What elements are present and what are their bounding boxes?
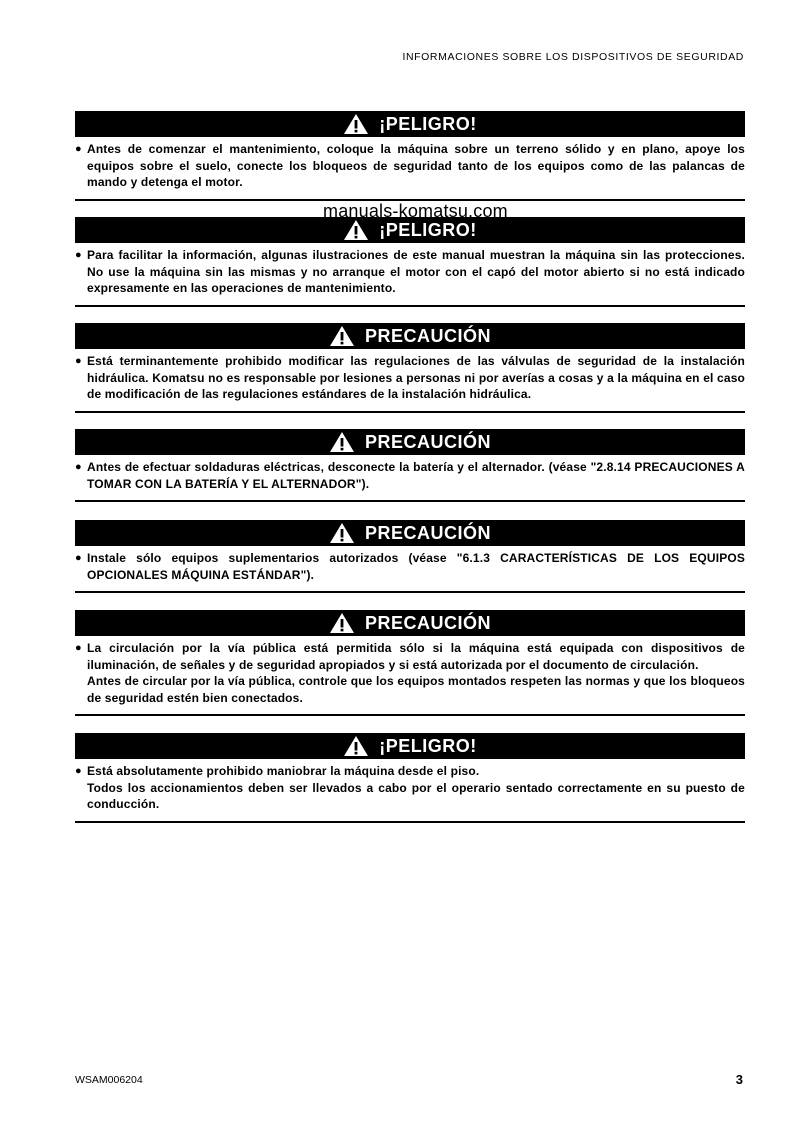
watermark-text: manuals-komatsu.com bbox=[323, 201, 508, 221]
notice-header-bar bbox=[75, 323, 745, 349]
notice-title: PRECAUCIÓN bbox=[364, 612, 491, 633]
document-code: WSAM006204 bbox=[75, 1074, 143, 1086]
bullet-dot-icon: ● bbox=[75, 461, 82, 473]
notice-paragraph bbox=[75, 550, 745, 583]
page-number: 3 bbox=[735, 1072, 743, 1087]
notice-title: PRECAUCIÓN bbox=[364, 431, 491, 452]
notice-text: Instale sólo equipos suplementarios autorizados (véase "6.1.3 CARACTERÍSTICAS DE LOS EQUIPOS OPCIONALES MÁQUINA ESTÁNDAR"). bbox=[87, 551, 745, 582]
notice-paragraph bbox=[75, 141, 745, 191]
notice-title: PRECAUCIÓN bbox=[364, 325, 491, 346]
notice-header-bar bbox=[75, 610, 745, 636]
warning-triangle-icon bbox=[329, 431, 355, 453]
notice-paragraph-continued: Todos los accionamientos deben ser llevados a cabo por el operario sentado correctamente en su puesto de conducción. bbox=[87, 780, 745, 811]
notice-title: ¡PELIGRO! bbox=[379, 735, 477, 756]
notice-title: ¡PELIGRO! bbox=[379, 113, 477, 134]
notice-text: Antes de efectuar soldaduras eléctricas, desconecte la batería y el alternador. (véase "2.8.14 PRECAUCIONES A TOMAR CON LA BATERÍA Y EL ALTERNADOR"). bbox=[87, 460, 745, 491]
notice-paragraph bbox=[75, 247, 745, 297]
notice-header-bar bbox=[75, 429, 745, 455]
bullet-dot-icon: ● bbox=[75, 249, 82, 261]
notice-caution-equipment bbox=[75, 520, 745, 593]
notice-paragraph bbox=[75, 353, 745, 403]
notice-paragraph-continued: Antes de circular por la vía pública, controle que los equipos montados respeten las normas y que los bloqueos de seguridad estén bien conectados. bbox=[87, 674, 745, 705]
notice-paragraph bbox=[75, 763, 745, 780]
notice-danger-protections bbox=[75, 217, 745, 307]
notice-paragraph bbox=[75, 640, 745, 673]
notice-header-bar bbox=[75, 111, 745, 137]
bullet-dot-icon: ● bbox=[75, 552, 82, 564]
notice-text: Está terminantemente prohibido modificar las regulaciones de las válvulas de seguridad de la instalación hidráulica. Komatsu no es responsable por lesiones a personas ni por averías a cosas y a la máquina en el caso de modificación de las regulaciones estándares de la instalación hidráulica. bbox=[87, 354, 745, 401]
page-header-title: INFORMACIONES SOBRE LOS DISPOSITIVOS DE SEGURIDAD bbox=[402, 51, 744, 63]
bullet-dot-icon: ● bbox=[75, 642, 82, 654]
notice-caution-hydraulic bbox=[75, 323, 745, 413]
notice-text: Para facilitar la información, algunas ilustraciones de este manual muestran la máquina sin las protecciones. No use la máquina sin las mismas y no arranque el motor con el capó del motor abierto si no está indicado expresamente en las operaciones de mantenimiento. bbox=[87, 248, 745, 295]
warning-triangle-icon bbox=[329, 522, 355, 544]
notice-text: Está absolutamente prohibido maniobrar la máquina desde el piso. bbox=[87, 764, 480, 778]
notice-caution-welding bbox=[75, 429, 745, 502]
notice-header-bar bbox=[75, 520, 745, 546]
notice-title: PRECAUCIÓN bbox=[364, 522, 491, 543]
notice-danger-maintenance bbox=[75, 111, 745, 201]
warning-triangle-icon bbox=[329, 325, 355, 347]
bullet-dot-icon: ● bbox=[75, 143, 82, 155]
notice-title: ¡PELIGRO! bbox=[379, 219, 477, 240]
notice-text: La circulación por la vía pública está permitida sólo si la máquina está equipada con dispositivos de iluminación, de señales y de seguridad apropiados y si está autorizada por el documento de circulación. bbox=[87, 641, 745, 672]
notice-paragraph bbox=[75, 459, 745, 492]
warning-triangle-icon bbox=[329, 612, 355, 634]
warning-triangle-icon bbox=[343, 735, 369, 757]
warning-triangle-icon bbox=[343, 219, 369, 241]
bullet-dot-icon: ● bbox=[75, 765, 82, 777]
warning-triangle-icon bbox=[343, 113, 369, 135]
notice-header-bar bbox=[75, 733, 745, 759]
bullet-dot-icon: ● bbox=[75, 355, 82, 367]
notice-text: Antes de comenzar el mantenimiento, coloque la máquina sobre un terreno sólido y en plano, apoye los equipos sobre el suelo, conecte los bloqueos de seguridad tanto de los equipos como de las palancas de mando y detenga el motor. bbox=[87, 142, 745, 189]
notice-caution-public-road bbox=[75, 610, 745, 716]
notice-danger-operation bbox=[75, 733, 745, 823]
